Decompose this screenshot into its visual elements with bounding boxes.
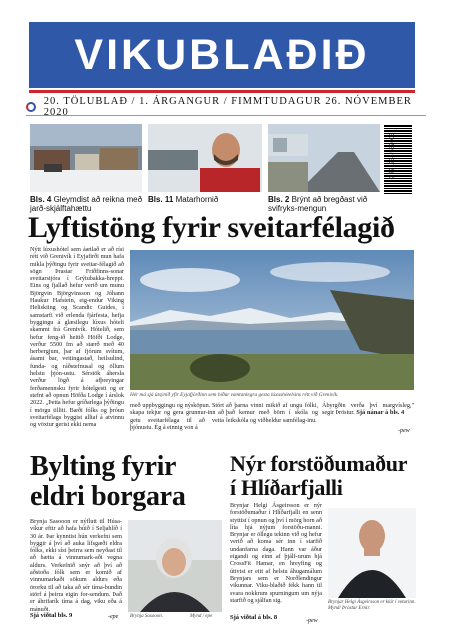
story3-photo bbox=[328, 508, 416, 598]
story3-byline: -pew bbox=[306, 618, 318, 624]
lead-photo bbox=[130, 250, 414, 390]
fjord-image bbox=[130, 250, 414, 390]
barcode-number: 9 771234 567003 bbox=[390, 132, 396, 180]
story2-body: Brynja Sasooon er nýflutt til Húsa-víkur eftir að hafa búið í Seljahlíð í 30 ár. Þar kynntist hún verkefni sem byggir á því að auka lífsgæði eldra fólks, ekki síst þeirra sem neyðast til að hætta á vinnumark-aði vegna aldurs. Verkefnið snýr að því að aðstoða fólk sem er komið af vinnumarkaði sökum aldurs eða örorku til að taka að sér tíma-bundin störf á þeirra eigin for-sendum. Það er áhrifarík tíma á dag, viku eða á mánuði. bbox=[30, 518, 122, 613]
teaser-page-1: Bls. 4 bbox=[30, 195, 52, 204]
masthead-title: VIKUBLAÐIÐ bbox=[74, 30, 370, 79]
woman-portrait-image bbox=[128, 520, 222, 612]
lead-more-link[interactable]: Sjá nánar á bls. 4 bbox=[356, 409, 405, 417]
lead-column-1: Nýtt lúxushótel sem áætlað er að rísi rétt við Grenivík í Eyjafirði mun hafa mikla þýðingu fyrir sveitar-félagið að sögn Þrastar Friðfinns-sonar sveitarstjóra í Grýtubakka-hreppi. Eins og fjallað hefur verið um munu Björgvin Björgvinsson og Jóhann Haukur Hafstein, eig-endur Viking Heliskiing og Scandic Guides, í samstarfi við erlenda fjárfesta, hefja byggingu á glæsilegu lúxus hóteli skammt frá Grenivík. Hótelið, sem hefur feng-ið heitið Höfði Lodge, verður 5500 fm að stærð með 40 herbergjum, þar af fjórum svítum, ásamt bar, veitingastað, heilsulind, funda- og ráðstefnusal og öllum helstu þjón-ustu. Sérstök áhersla verður lögð á afþreyingar ferðamennsku fyrir hótelgesti og er stefnt að opnun Höfða Lodge í árslok 2022. „Þetta hefur gríðarlega þýðingu í mörgu tilliti. Bæði fólks og þróun sveitarfélags byggist alltaf á atvinnu og vöxtur gerist ekki nema bbox=[30, 246, 124, 429]
story2-headline-line-1: Bylting fyrir bbox=[30, 451, 177, 482]
story3-headline-line-2: í Hlíðarfjalli bbox=[230, 475, 343, 500]
story3-photo-credit: Mynd/ Þröstur Ernir. bbox=[328, 606, 371, 611]
story3-body: Brynjar Helgi Ásgeirsson er nýr forstöðumaður í Hlíðarfjalli en senn styttist í opnun og því í mörg horn að líta hjá nýjum forstöðu-manni. Brynjar er öllegu tekinn við og hefur verið að koma sér inn í starfið undanfarna daga. Hann var áður eigandi og einn af þjálf-urum hjá CrossFit Hamar, en hreyfing og útivist er eitt af helstu áhugamálum Brynjars sem er Norðlendingur vikunnar. Viku-blaðið fékk hann til svara nokkrum spurningum um nýja starfið og sjálfan sig. bbox=[230, 502, 323, 604]
story2-byline: -epe bbox=[108, 614, 119, 620]
teaser-page-3: Bls. 2 bbox=[268, 195, 290, 204]
road-image bbox=[268, 124, 380, 192]
village-image bbox=[30, 124, 142, 192]
story2-photo-credit: Mynd / epe bbox=[190, 614, 213, 619]
teaser-photo-chef bbox=[148, 124, 262, 192]
story2-more-link[interactable]: Sjá viðtal bls. 9 bbox=[30, 612, 73, 619]
masthead-rule bbox=[29, 90, 415, 93]
publisher-logo-icon bbox=[26, 102, 36, 112]
story3-headline bbox=[230, 452, 420, 500]
lead-byline: -pew bbox=[398, 428, 410, 434]
teaser-text-3: Brýnt að bregðast við svifryks-mengun bbox=[268, 195, 368, 213]
barcode bbox=[384, 124, 412, 194]
story3-photo-caption bbox=[328, 600, 416, 612]
teaser-photo-road bbox=[268, 124, 380, 192]
story2-headline bbox=[30, 452, 226, 512]
lead-column-2: með uppbyggingu og nýsköpun. Stórt skapa tekjur og gera grunnur-inn að getu sveitarfélaga til að veita þjónustu. Ég á einnig von á bbox=[130, 402, 224, 431]
issue-line bbox=[26, 96, 426, 118]
teaser-text-1: Gleymdist að reikna með jarð-skjálftahættu bbox=[30, 195, 143, 213]
issue-line-text: 20. TÖLUBLAÐ / 1. ÁRGANGUR / FIMMTUDAGUR 26. NÓVEMBER 2020 bbox=[43, 96, 412, 118]
story2-photo-caption: Brynja Sasooon. bbox=[130, 614, 164, 619]
lead-photo-caption: Hér má sjá útsýnið yfir Eyjafjörðinn sem bíður væntanlegra gesta lúxushótelsins rétt við Grenivík. bbox=[130, 392, 339, 398]
story3-headline-line-1: Nýr forstöðumaður bbox=[230, 451, 408, 476]
lead-column-3: að þarna vinni mikið af ungu fólki, það kemur með börn í skóla og leikskóla og viðheldur samfélag-inu. bbox=[226, 402, 318, 424]
lead-headline: Lyftistöng fyrir sveitarfélagið bbox=[28, 211, 395, 244]
lead-column-4 bbox=[322, 402, 414, 417]
lead-column-4-text: Ábyrgðin verða því margvísleg," segir Þröstur. bbox=[322, 402, 414, 417]
story2-headline-line-2: eldri borgara bbox=[30, 481, 186, 512]
man-portrait-image bbox=[328, 508, 416, 598]
story3-more-link[interactable]: Sjá viðtal á bls. 8 bbox=[230, 614, 278, 621]
story2-photo bbox=[128, 520, 222, 612]
story3-photo-caption-text: Brynjar Helgi Ásgeirsson er klár í veturinn. bbox=[328, 600, 416, 605]
teaser-photo-village bbox=[30, 124, 142, 192]
teaser-caption-2 bbox=[148, 195, 262, 204]
teaser-text-2: Matarhornið bbox=[175, 195, 219, 204]
masthead bbox=[29, 22, 415, 88]
teaser-page-2: Bls. 11 bbox=[148, 195, 174, 204]
chef-portrait-image bbox=[148, 124, 262, 192]
